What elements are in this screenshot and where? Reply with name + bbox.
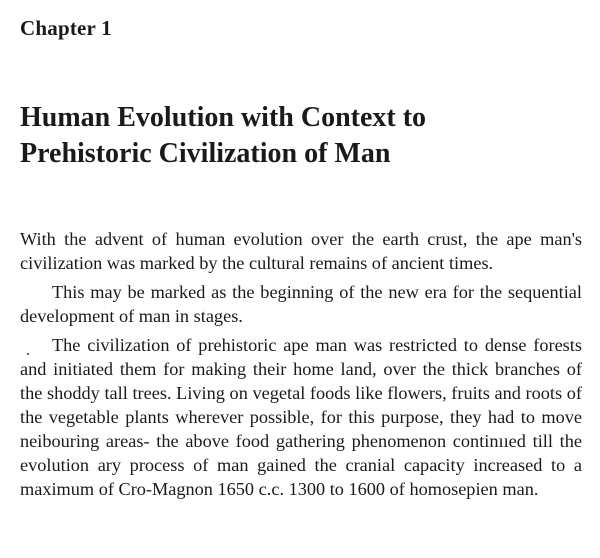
paragraph-3: The civilization of prehistoric ape man was restricted to dense forests and initiated them for making their home land, over the thick branches of the shoddy tall trees. Living on vegetal foods like flowers, fruits and roots of the vegetable plants wherever possible, for this purpose, they had to move neibouring areas- the above food gathering phenomenon continııed till the evolution ary process of man gained the cranial capacity increased to a maximum of Cro-Magnon 1650 c.c. 1300 to 1600 of homosepien man.: [20, 335, 582, 499]
paragraph-1: With the advent of human evolution over the earth crust, the ape man's civilization was marked by the cultural remains of ancient times.: [20, 229, 582, 273]
chapter-title: [20, 100, 590, 172]
chapter-title-line-2: Prehistoric Civilization of Man: [20, 138, 391, 169]
ink-speck: [27, 353, 29, 355]
chapter-title-line-1: Human Evolution with Context to: [20, 102, 427, 133]
paragraph-2: This may be marked as the beginning of the new era for the sequential development of man in stages.: [20, 282, 582, 326]
chapter-body: [20, 227, 582, 506]
chapter-label: Chapter 1: [20, 16, 112, 40]
